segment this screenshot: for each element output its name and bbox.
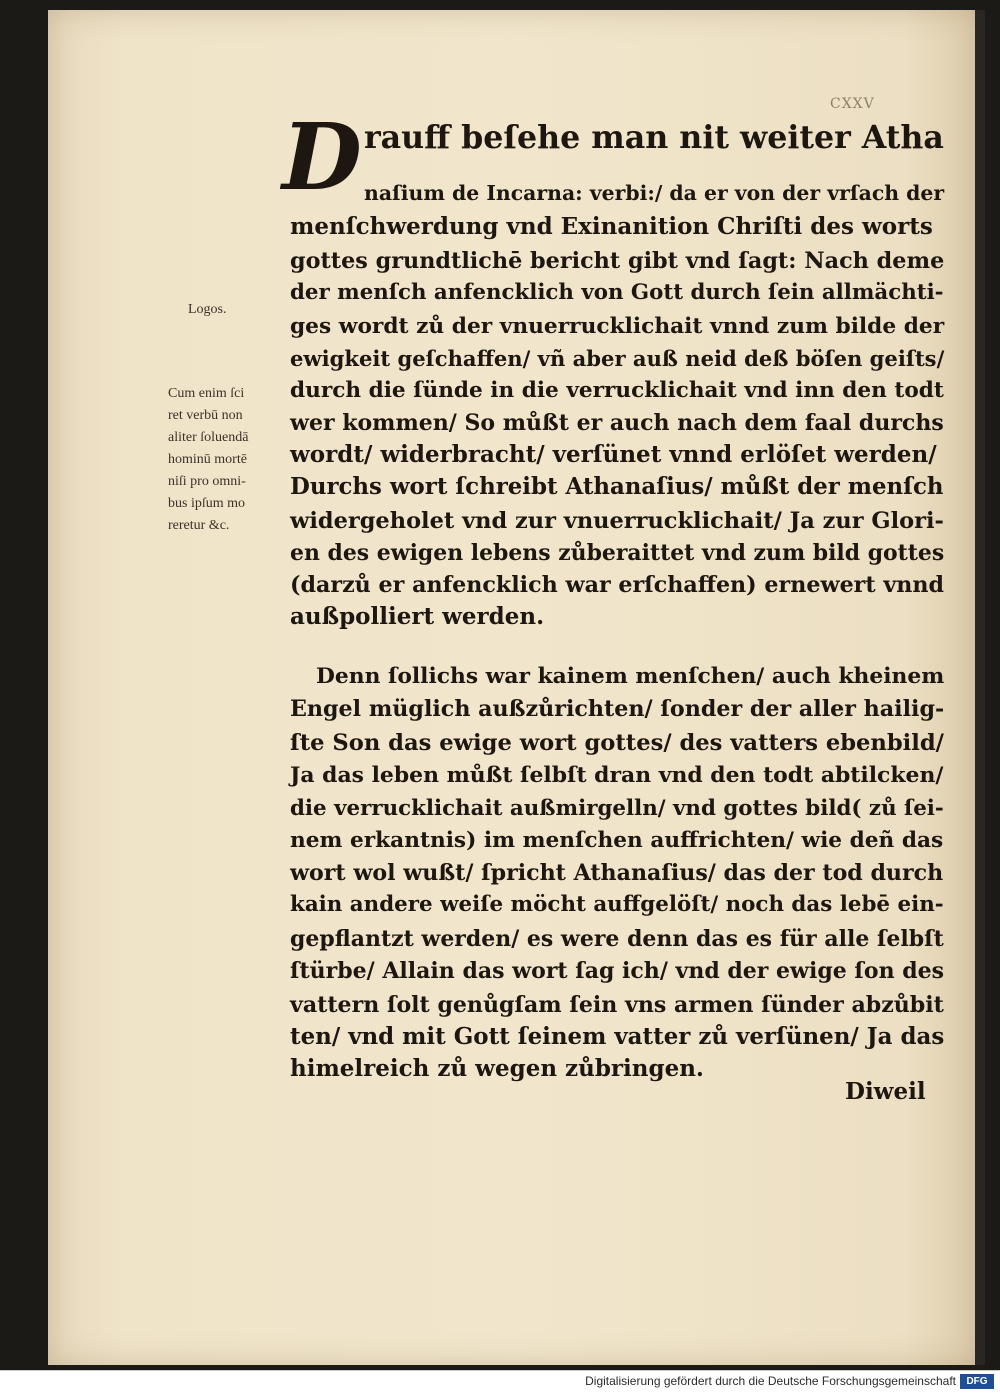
- text-line: ges wordt zů der vnuerrucklichait vnnd zum bilde der: [290, 314, 945, 339]
- margin-note-line: reretur &c.: [168, 518, 230, 533]
- page-header-mark: CXXV: [830, 96, 875, 112]
- text-line: außpolliert werden.: [290, 603, 545, 630]
- text-line: wordt/ widerbracht/ verſünet vnnd erlöſet werden/: [290, 441, 937, 468]
- text-line: der menſch anfencklich von Gott durch ſein allmächti-: [290, 280, 944, 305]
- catchword: Diweil: [845, 1078, 926, 1105]
- margin-note-line: niſi pro omni-: [168, 474, 246, 489]
- text-line: Denn ſollichs war kainem menſchen/ auch kheinem: [316, 664, 945, 689]
- drop-cap: D: [282, 103, 362, 211]
- margin-note-line: aliter ſoluendā: [168, 430, 249, 445]
- text-line: rauff beſehe man nit weiter Atha: [364, 119, 944, 156]
- text-line: durch die ſünde in die verrucklichait vnd inn den todt: [290, 378, 944, 403]
- text-line: wer kommen/ So můßt er auch nach dem faal durchs: [290, 410, 944, 436]
- text-line: himelreich zů wegen zůbringen.: [290, 1055, 704, 1082]
- text-line: widergeholet vnd zur vnuerrucklichait/ Ja zur Glori-: [290, 508, 944, 534]
- text-line: Durchs wort ſchreibt Athanaſius/ můßt der menſch: [290, 474, 944, 500]
- text-line: kain andere weiſe möcht auffgelöſt/ noch das lebē ein-: [290, 892, 944, 917]
- margin-note-line: hominū mortē: [168, 452, 247, 467]
- text-line: ewigkeit geſchaffen/ vñ aber auß neid deß böſen geiſts/: [290, 346, 945, 371]
- text-line: die verrucklichait außmirgelln/ vnd gottes bild( zů ſei-: [290, 796, 944, 821]
- text-line: Ja das leben můßt ſelbſt dran vnd den todt abtilcken/: [290, 762, 944, 788]
- text-line: ten/ vnd mit Gott ſeinem vatter zů verſünen/ Ja das: [290, 1023, 945, 1050]
- dfg-logo: DFG: [960, 1374, 994, 1389]
- text-line: en des ewigen lebens zůberaittet vnd zum bild gottes: [290, 540, 945, 566]
- text-line: gottes grundtlichē bericht gibt vnd ſagt: Nach deme: [290, 248, 945, 274]
- text-line: ſtürbe/ Allain das wort ſag ich/ vnd der ewige ſon des: [290, 958, 945, 984]
- text-line: gepflantzt werden/ es were denn das es für alle ſelbſt: [290, 926, 944, 952]
- page-edge: [975, 10, 985, 1365]
- text-line: nem erkantnis) im menſchen auffrichten/ wie deñ das: [290, 828, 944, 853]
- margin-note-line: ret verbū non: [168, 408, 243, 423]
- margin-note-logos: Logos.: [188, 302, 227, 317]
- text-line: menſchwerdung vnd Exinanition Chriſti des worts: [290, 213, 933, 240]
- text-line: naſium de Incarna: verbi:/ da er von der vrſach der: [364, 181, 945, 205]
- text-line: Engel müglich außzůrichten/ ſonder der aller hailig-: [290, 696, 945, 722]
- margin-note-line: bus ipſum mo: [168, 496, 246, 511]
- text-line: vattern ſolt genůgſam ſein vns armen ſünder abzůbit: [290, 992, 944, 1018]
- footer-bar: [0, 1370, 1000, 1394]
- footer-credit: Digitalisierung gefördert durch die Deutsche Forschungsgemeinschaft: [585, 1374, 956, 1388]
- text-line: ſte Son das ewige wort gottes/ des vatters ebenbild/: [290, 730, 944, 756]
- margin-note-line: Cum enim ſci: [168, 386, 245, 401]
- text-line: wort wol wußt/ ſpricht Athanaſius/ das der tod durch: [290, 860, 944, 886]
- text-line: (darzů er anfencklich war erſchaffen) ernewert vnnd: [290, 572, 945, 598]
